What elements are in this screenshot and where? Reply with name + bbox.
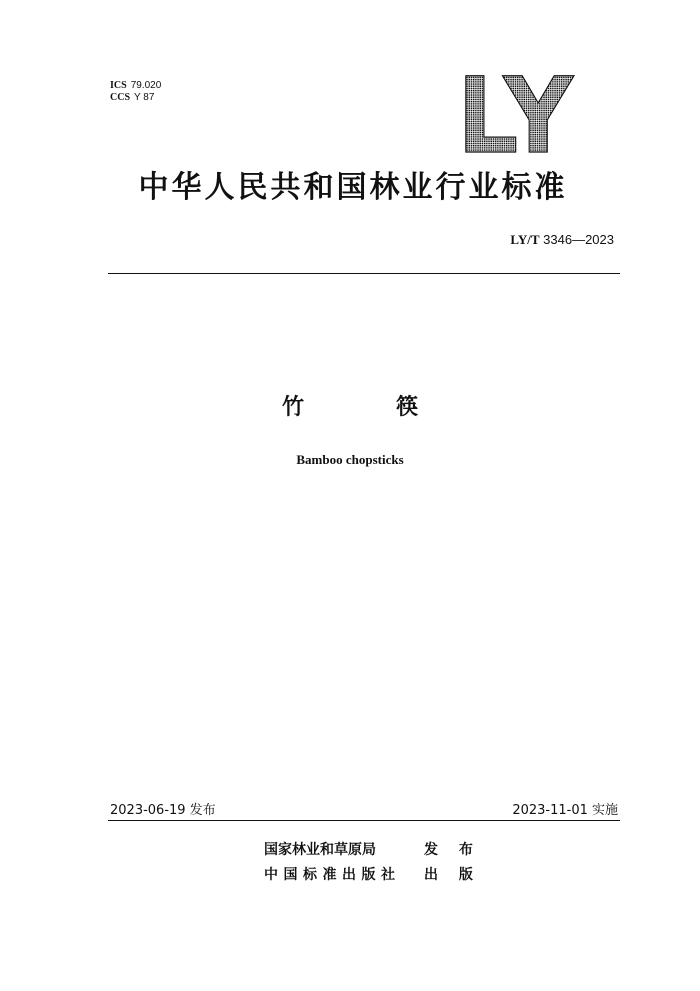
document-subtitle-english: Bamboo chopsticks (296, 452, 404, 467)
standard-code: LY/T (510, 232, 540, 247)
document-title (0, 393, 700, 423)
issuer-role: 发 布 (424, 842, 481, 858)
title-char-2: 筷 (396, 395, 419, 420)
publisher-row-issuer (264, 839, 481, 859)
ly-logo (455, 72, 575, 158)
standard-category-title: 中华人民共和国林业行业标准 (138, 170, 568, 205)
implementation-date: 2023-11-01 实施 (512, 803, 618, 818)
publisher-row-press (264, 864, 481, 884)
issue-date: 2023-06-19 发布 (110, 803, 216, 818)
press-name: 中国标准出版社 (264, 867, 401, 883)
ics-value: 79.020 (130, 80, 162, 91)
ly-logo-text: LY (457, 72, 575, 158)
ccs-line (110, 92, 161, 104)
title-char-1: 竹 (281, 395, 304, 420)
ics-label: ICS (110, 80, 127, 91)
standard-number (510, 232, 614, 248)
top-divider (108, 273, 620, 274)
bottom-divider (108, 820, 620, 821)
ccs-value: Y 87 (134, 92, 155, 103)
issuer-name: 国家林业和草原局 (264, 842, 376, 858)
ccs-label: CCS (110, 92, 131, 103)
standard-number-value: 3346—2023 (543, 232, 614, 247)
ics-line (110, 80, 161, 92)
press-role: 出 版 (424, 867, 481, 883)
classification-codes (110, 80, 161, 104)
